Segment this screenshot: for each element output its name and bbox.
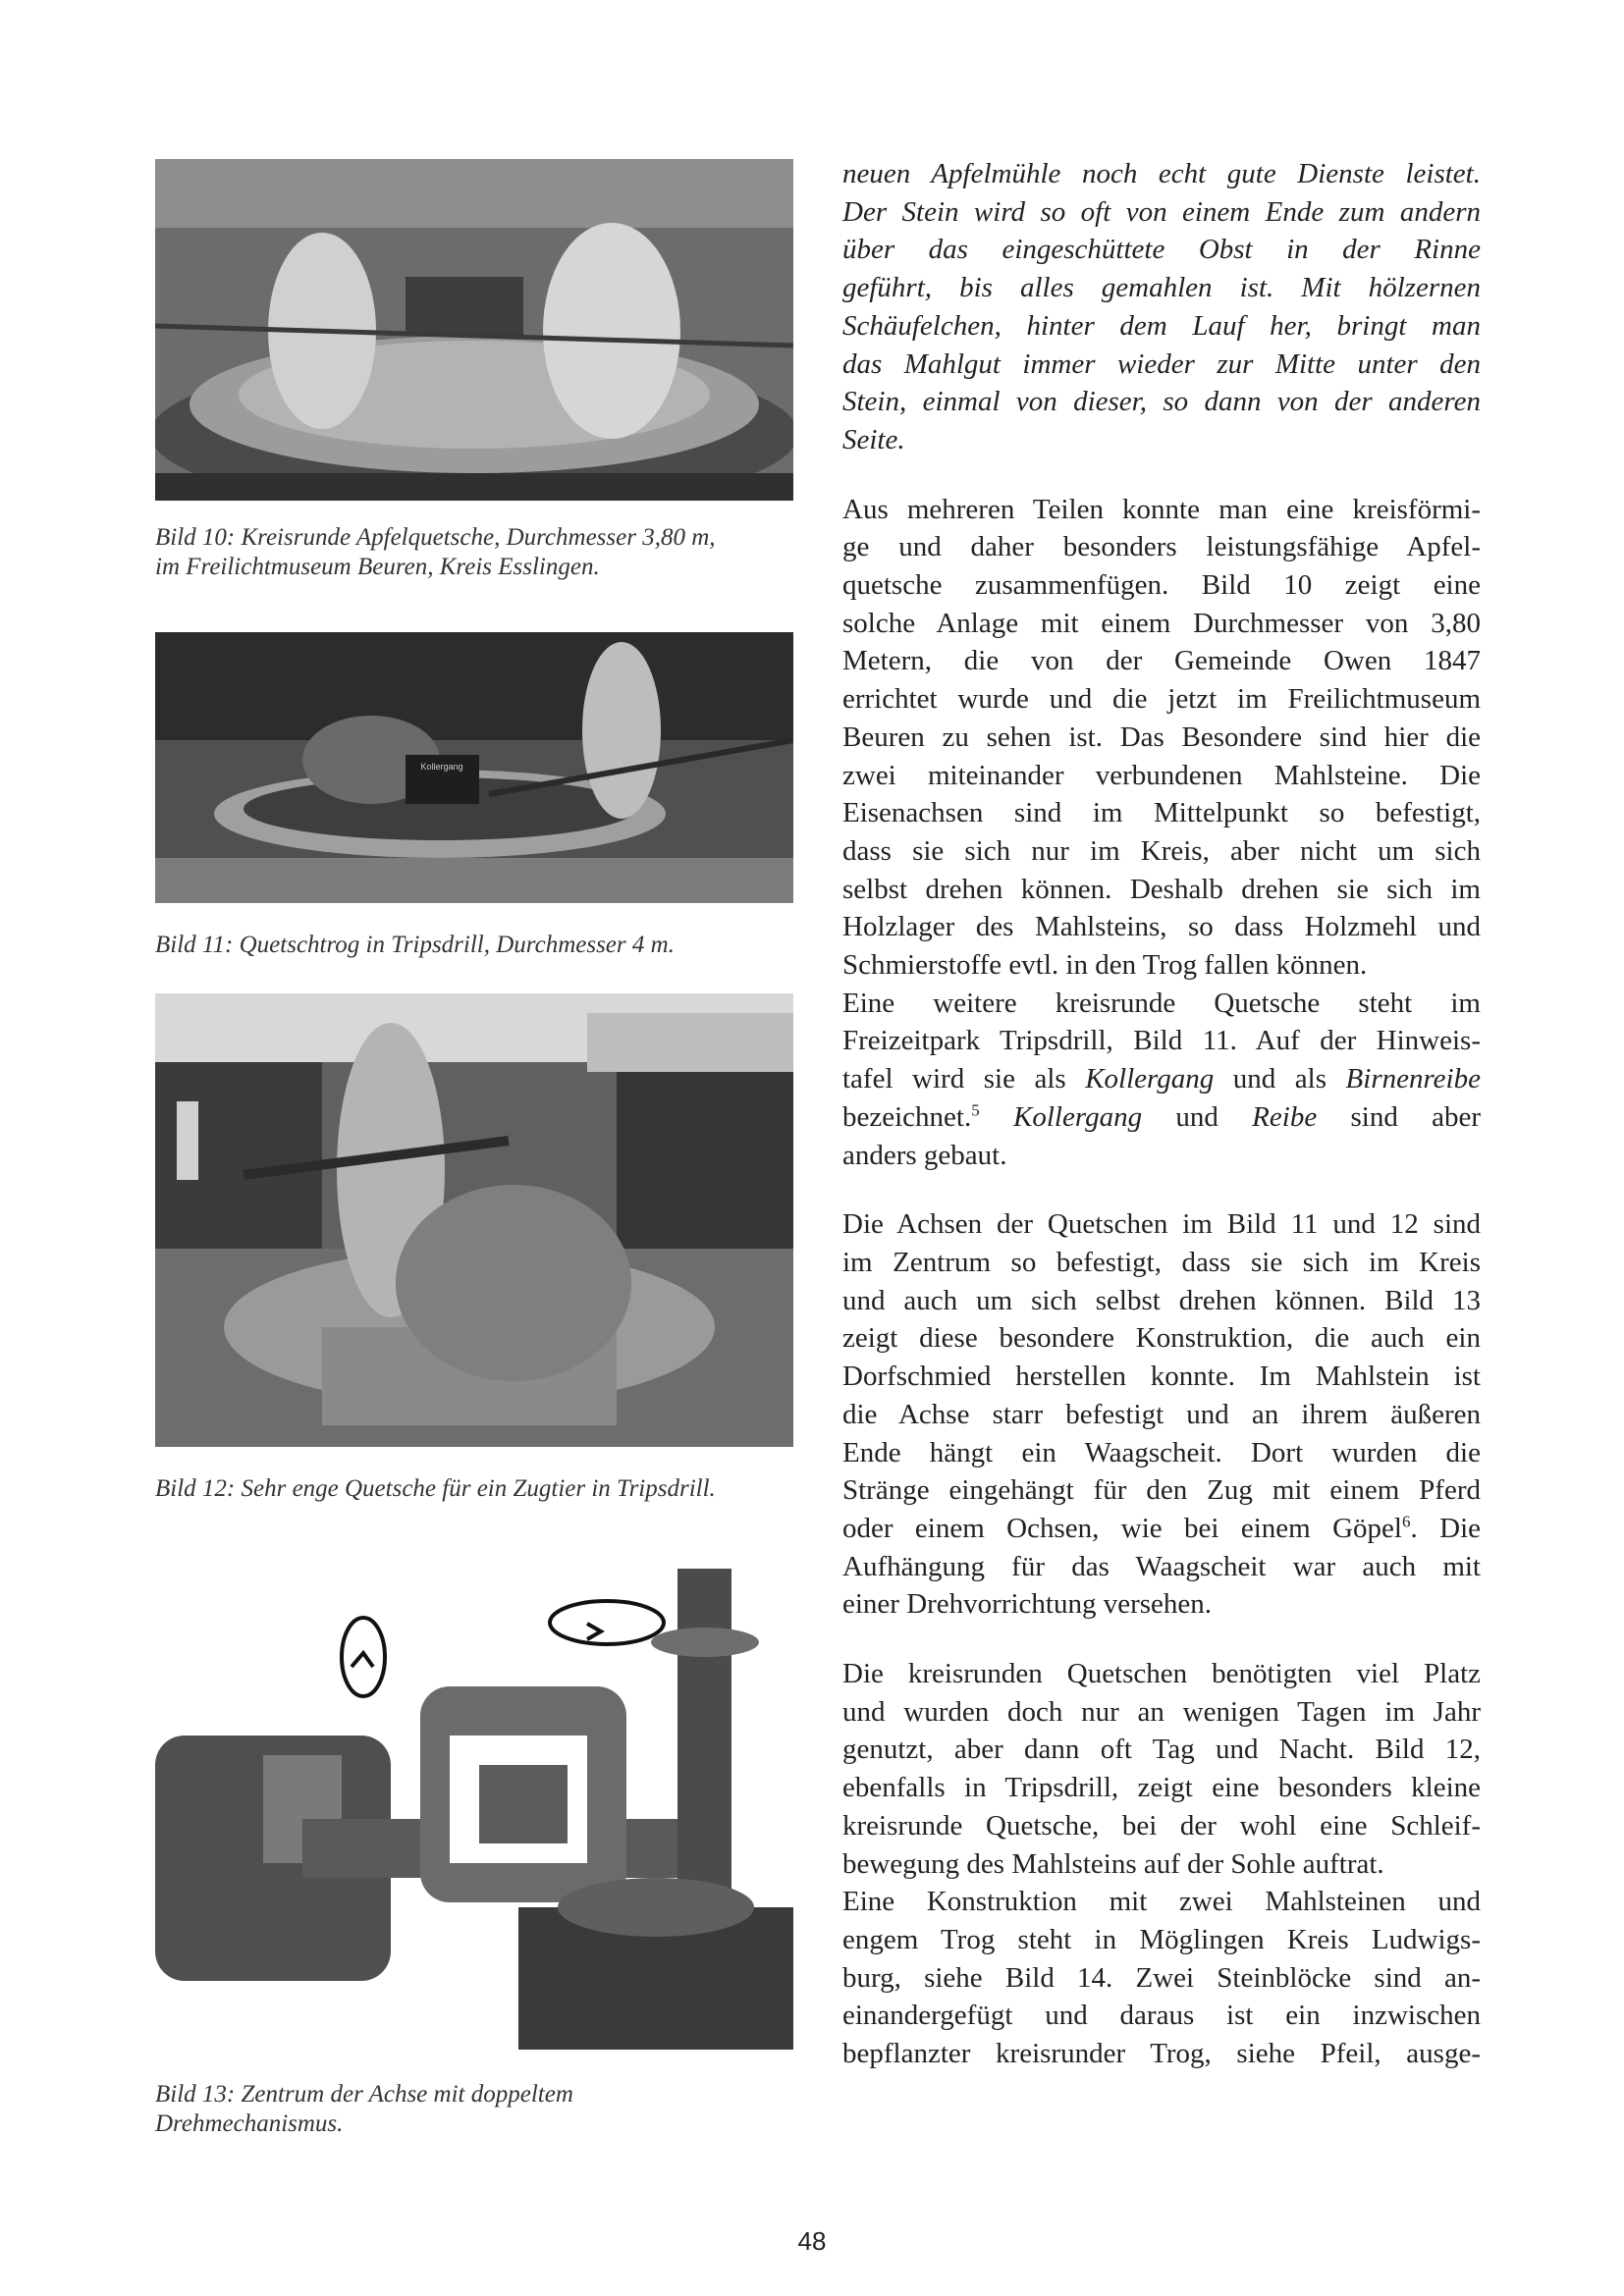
text-line: Eine Konstruktion mit zwei Mahlsteinen und xyxy=(842,1886,1481,1918)
text-line: einandergefügt und daraus ist ein inzwischen xyxy=(842,2000,1481,2032)
sign-text: Kollergang xyxy=(420,762,463,772)
text-line: burg, siehe Bild 14. Zwei Steinblöcke sind an- xyxy=(842,1961,1481,1994)
text-line: Der Stein wird so oft von einem Ende zum andern xyxy=(842,195,1481,228)
text-line: zwei miteinander verbundenen Mahlsteine. Die xyxy=(842,759,1481,791)
caption-line: Drehmechanismus. xyxy=(155,2110,344,2137)
caption-bild12 xyxy=(155,1474,803,1504)
photo-bild11 xyxy=(155,632,793,903)
text-line: solche Anlage mit einem Durchmesser von 3,80 xyxy=(842,607,1481,639)
text-line: bewegung des Mahlsteins auf der Sohle auftrat. xyxy=(842,1847,1384,1880)
text-line: quetsche zusammenfügen. Bild 10 zeigt eine xyxy=(842,569,1481,602)
text-line: über das eingeschüttete Obst in der Rinne xyxy=(842,234,1481,266)
text-line: Ende hängt ein Waagscheit. Dort wurden die xyxy=(842,1436,1481,1468)
caption-bild10 xyxy=(155,523,803,582)
text-line: Die kreisrunden Quetschen benötigten viel Platz xyxy=(842,1658,1481,1690)
text-line: errichtet wurde und die jetzt im Freilichtmuseum xyxy=(842,683,1481,716)
text-line: Freizeitpark Tripsdrill, Bild 11. Auf der Hinweis- xyxy=(842,1025,1481,1057)
caption-line: Bild 12: Sehr enge Quetsche für ein Zugtier in Tripsdrill. xyxy=(155,1475,716,1502)
text-line: die Achse starr befestigt und an ihrem äußeren xyxy=(842,1398,1481,1430)
text-line: tafel wird sie als Kollergang und als Birnenreibe xyxy=(842,1063,1481,1095)
text-line: Seite. xyxy=(842,423,905,455)
text-line: Aus mehreren Teilen konnte man eine kreisförmi- xyxy=(842,493,1481,525)
text-line: selbst drehen können. Deshalb drehen sie sich im xyxy=(842,873,1481,905)
text-line: kreisrunde Quetsche, bei der wohl eine Schleif- xyxy=(842,1809,1481,1842)
text-line: Beuren zu sehen ist. Das Besondere sind hier die xyxy=(842,721,1481,753)
caption-line: Bild 11: Quetschtrog in Tripsdrill, Durchmesser 4 m. xyxy=(155,932,675,958)
text-line: genutzt, aber dann oft Tag und Nacht. Bild 12, xyxy=(842,1734,1481,1766)
text-line: Aufhängung für das Waagscheit war auch mit xyxy=(842,1550,1481,1582)
text-line: einer Drehvorrichtung versehen. xyxy=(842,1588,1213,1621)
page-number: 48 xyxy=(797,2226,827,2256)
text-line: Schäufelchen, hinter dem Lauf her, bringt man xyxy=(842,309,1481,342)
photo-bild13 xyxy=(155,1569,793,2050)
text-line: Stränge eingehängt für den Zug mit einem Pferd xyxy=(842,1474,1481,1507)
text-line: oder einem Ochsen, wie bei einem Göpel$^6$. Die xyxy=(842,1512,1481,1544)
text-line: geführt, bis alles gemahlen ist. Mit hölzernen xyxy=(842,272,1481,304)
text-line: bezeichnet.$^5$ Kollergang und Reibe sind aber xyxy=(842,1100,1482,1133)
footnote-marker: 6 xyxy=(1401,1512,1411,1531)
text-line: anders gebaut. xyxy=(842,1139,1007,1171)
caption-bild11 xyxy=(155,931,803,960)
text-line: bepflanzter kreisrunder Trog, siehe Pfeil, ausge- xyxy=(842,2038,1481,2070)
text-line: engem Trog steht in Möglingen Kreis Ludwigs- xyxy=(842,1923,1481,1955)
text-line: zeigt diese besondere Konstruktion, die auch ein xyxy=(842,1322,1481,1355)
caption-bild13 xyxy=(155,2080,803,2139)
text-line: dass sie sich nur im Kreis, aber nicht um sich xyxy=(842,834,1481,867)
photo-bild12 xyxy=(155,993,793,1447)
text-line: ebenfalls in Tripsdrill, zeigt eine besonders kleine xyxy=(842,1772,1481,1804)
text-line: Dorfschmied herstellen konnte. Im Mahlstein ist xyxy=(842,1361,1481,1393)
text-line: Die Achsen der Quetschen im Bild 11 und 12 sind xyxy=(842,1208,1481,1241)
text-line: Schmierstoffe evtl. in den Trog fallen können. xyxy=(842,949,1368,982)
text-line: Metern, die von der Gemeinde Owen 1847 xyxy=(842,645,1481,677)
caption-line: im Freilichtmuseum Beuren, Kreis Esslingen. xyxy=(155,554,600,580)
caption-line: Bild 13: Zentrum der Achse mit doppeltem xyxy=(155,2081,573,2108)
paragraph-kreisfoermige-quetsche xyxy=(842,491,1481,1175)
text-line: das Mahlgut immer wieder zur Mitte unter den xyxy=(842,347,1481,380)
paragraph-platzbedarf xyxy=(842,1655,1481,2073)
paragraph-italic-continuation xyxy=(842,155,1481,459)
footnote-marker: 5 xyxy=(971,1100,980,1120)
text-line: und auch um sich selbst drehen können. Bild 13 xyxy=(842,1284,1481,1316)
paragraph-achsen xyxy=(842,1205,1481,1624)
text-line: ge und daher besonders leistungsfähige Apfel- xyxy=(842,531,1481,563)
text-line: Stein, einmal von dieser, so dann von der anderen xyxy=(842,386,1481,418)
text-line: und wurden doch nur an wenigen Tagen im Jahr xyxy=(842,1695,1481,1728)
text-line: Holzlager des Mahlsteins, so dass Holzmehl und xyxy=(842,911,1481,943)
photo-bild10 xyxy=(155,159,793,501)
text-line: neuen Apfelmühle noch echt gute Dienste leistet. xyxy=(842,158,1481,189)
text-line: Eine weitere kreisrunde Quetsche steht im xyxy=(842,987,1481,1019)
body-text-column xyxy=(842,155,1481,2073)
text-line: Eisenachsen sind im Mittelpunkt so befestigt, xyxy=(842,797,1481,829)
caption-line: Bild 10: Kreisrunde Apfelquetsche, Durchmesser 3,80 m, xyxy=(155,524,716,551)
text-line: im Zentrum so befestigt, dass sie sich im Kreis xyxy=(842,1246,1481,1278)
